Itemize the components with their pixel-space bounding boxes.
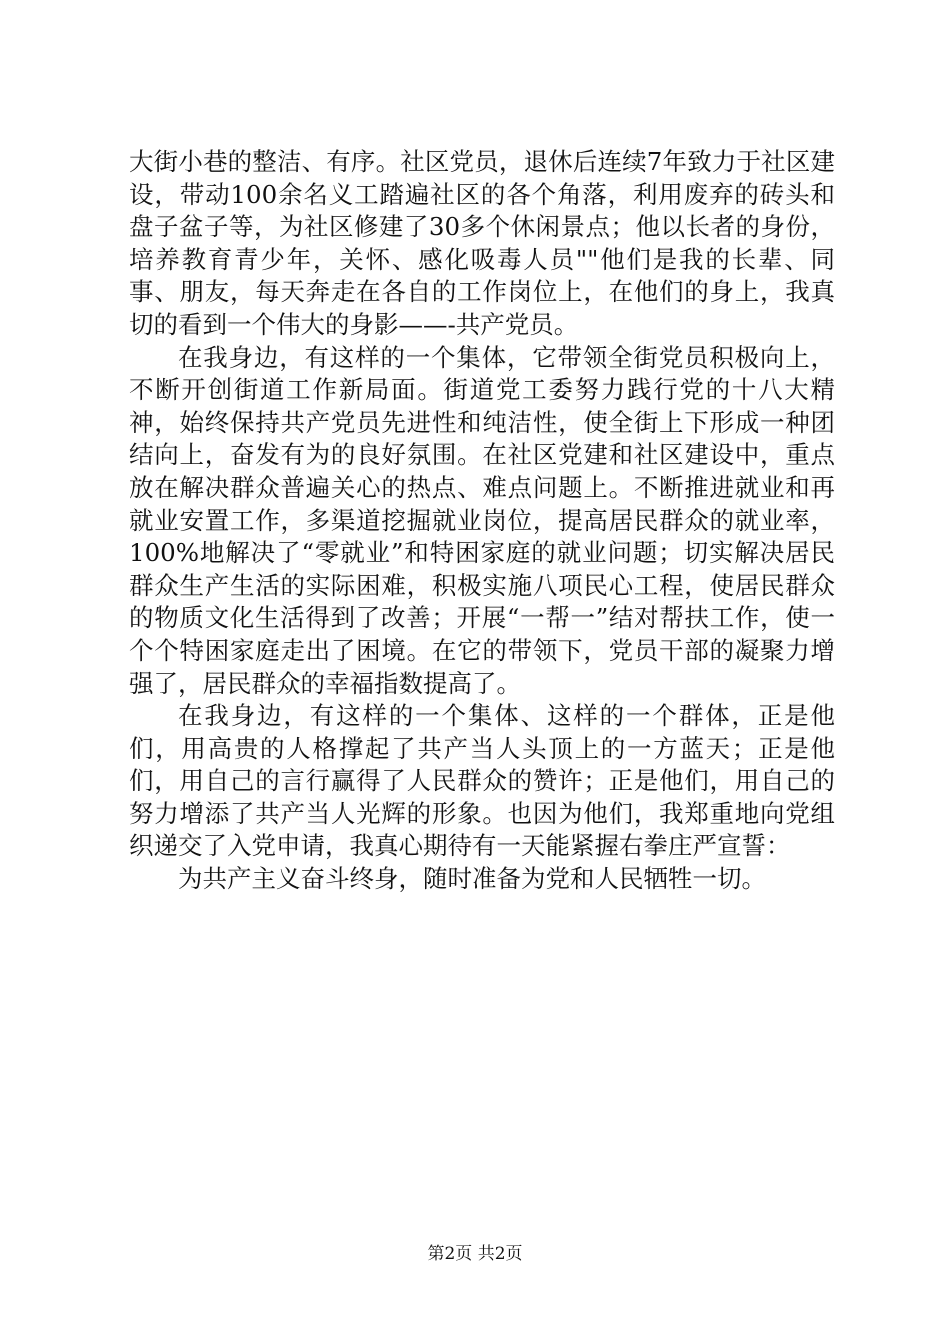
paragraph-group: 在我身边，有这样的一个集体、这样的一个群体，正是他们，用高贵的人格撑起了共产当人头顶上的一方蓝天；正是他们，用自己的言行赢得了人民群众的赞许；正是他们，用自己的努力增添了共产当人光辉的形象。也因为他们，我郑重地向党组织递交了入党申请，我真心期待有一天能紧握右拳庄严宣誓： (129, 701, 835, 861)
page-footer (0, 1243, 950, 1265)
paragraph-continuation: 大街小巷的整洁、有序。社区党员，退休后连续7年致力于社区建设，带动100余名义工踏遍社区的各个角落，利用废弃的砖头和盘子盆子等，为社区修建了30多个休闲景点；他以长者的身份，培养教育青少年，关怀、感化吸毒人员""他们是我的长辈、同事、朋友，每天奔走在各自的工作岗位上，在他们的身上，我真切的看到一个伟大的身影——-共产党员。 (129, 147, 835, 339)
paragraph-collective: 在我身边，有这样的一个集体，它带领全街党员积极向上，不断开创街道工作新局面。街道党工委努力践行党的十八大精神，始终保持共产党员先进性和纯洁性，使全街上下形成一种团结向上，奋发有为的良好氛围。在社区党建和社区建设中，重点放在解决群众普遍关心的热点、难点问题上。不断推进就业和再就业安置工作，多渠道挖掘就业岗位，提高居民群众的就业率，100%地解决了“零就业”和特困家庭的就业问题；切实解决居民群众生产生活的实际困难，积极实施八项民心工程，使居民群众的物质文化生活得到了改善；开展“一帮一”结对帮扶工作，使一个个特困家庭走出了困境。在它的带领下，党员干部的凝聚力增强了，居民群众的幸福指数提高了。 (129, 342, 835, 698)
page-number: 第2页 共2页 (427, 1244, 523, 1264)
document-body (129, 146, 835, 896)
paragraph-oath: 为共产主义奋斗终身，随时准备为党和人民牺牲一切。 (178, 864, 766, 894)
